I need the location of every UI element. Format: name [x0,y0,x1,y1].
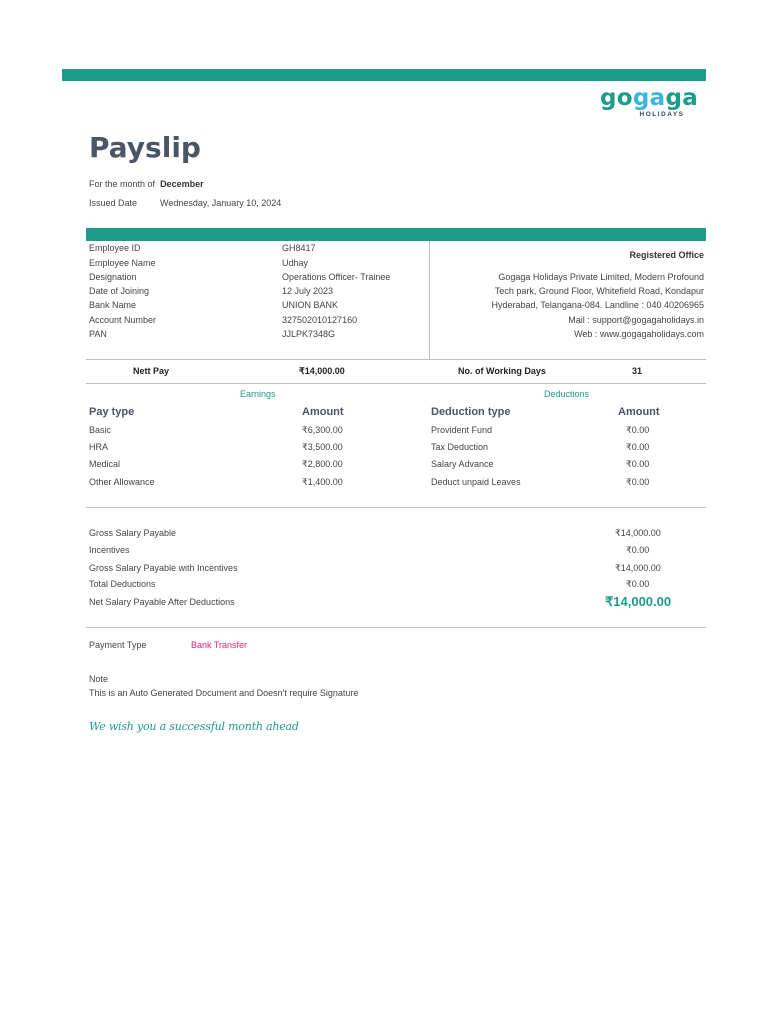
earning-type: Medical [89,459,121,469]
incentives-label: Incentives [89,545,130,555]
earning-amount: ₹6,300.00 [302,425,343,435]
account-number-value: 327502010127160 [282,315,358,325]
deductions-col-amount: Amount [618,406,660,418]
earning-type: Basic [89,425,112,435]
office-mail: Mail : support@gogagaholidays.in [568,315,704,325]
deduction-type: Deduct unpaid Leaves [431,477,521,487]
net-salary-value: ₹14,000.00 [605,594,672,609]
office-line: Hyderabad, Telangana-084. Landline : 040 40206965 [491,300,704,310]
nett-pay-value: ₹14,000.00 [299,366,345,376]
employee-name-label: Employee Name [89,258,156,268]
page-title: Payslip [89,131,201,164]
incentives-value: ₹0.00 [626,545,650,555]
earning-amount: ₹1,400.00 [302,477,343,487]
employee-name-value: Udhay [282,258,309,268]
deduction-amount: ₹0.00 [626,425,650,435]
bank-name-value: UNION BANK [282,300,339,310]
gross-salary-label: Gross Salary Payable [89,528,177,538]
earnings-section-title: Earnings [240,389,276,399]
closing-message: We wish you a successful month ahead [89,720,299,733]
deductions-section-title: Deductions [544,389,590,399]
earning-amount: ₹3,500.00 [302,442,343,452]
earning-type: HRA [89,442,109,452]
office-line: Gogaga Holidays Private Limited, Modern Profound [498,272,704,282]
working-days-label: No. of Working Days [458,366,546,376]
divider [86,507,706,508]
earning-amount: ₹2,800.00 [302,459,343,469]
deduction-type: Provident Fund [431,425,493,435]
pan-value: JJLPK7348G [282,329,336,339]
employee-id-value: GH8417 [282,243,316,253]
issued-line [89,198,137,208]
designation-label: Designation [89,272,137,282]
payment-type-label: Payment Type [89,640,147,650]
pan-label: PAN [89,329,107,339]
deductions-col-type: Deduction type [431,406,511,418]
logo-subtitle: HOLIDAYS [639,111,685,118]
total-deductions-label: Total Deductions [89,579,156,589]
note-text: This is an Auto Generated Document and Doesn't require Signature [89,688,359,698]
month-line [89,179,204,189]
deduction-type: Salary Advance [431,459,494,469]
employee-id-label: Employee ID [89,243,141,253]
deduction-amount: ₹0.00 [626,442,650,452]
gross-with-incentives-value: ₹14,000.00 [615,563,661,573]
earnings-col-type: Pay type [89,406,135,418]
month-label: For the month of [89,179,156,189]
gross-with-incentives-label: Gross Salary Payable with Incentives [89,563,238,573]
office-web: Web : www.gogagaholidays.com [574,329,704,339]
nett-pay-label: Nett Pay [133,366,170,376]
earning-type: Other Allowance [89,477,155,487]
vertical-divider [429,241,430,360]
doj-label: Date of Joining [89,286,150,296]
gross-salary-value: ₹14,000.00 [615,528,661,538]
earnings-col-amount: Amount [302,406,344,418]
deduction-amount: ₹0.00 [626,477,650,487]
header-accent-bar [62,69,706,81]
total-deductions-value: ₹0.00 [626,579,650,589]
doj-value: 12 July 2023 [282,286,334,296]
deduction-type: Tax Deduction [431,442,489,452]
divider [86,627,706,628]
net-salary-label: Net Salary Payable After Deductions [89,597,235,607]
issued-value: Wednesday, January 10, 2024 [160,198,282,208]
payment-type-value: Bank Transfer [191,640,248,650]
bank-name-label: Bank Name [89,300,137,310]
office-line: Tech park, Ground Floor, Whitefield Road, Kondapur [494,286,704,296]
summary-row [86,361,706,384]
working-days-value: 31 [632,366,643,376]
registered-office-title: Registered Office [629,250,704,260]
account-number-label: Account Number [89,315,157,325]
note-title: Note [89,674,109,684]
gogaga-logo: gogaga HOLIDAYS [600,85,699,118]
section-accent-bar [86,228,706,241]
deduction-amount: ₹0.00 [626,459,650,469]
month-value: December [160,179,204,189]
issued-label: Issued Date [89,198,138,208]
designation-value: Operations Officer- Trainee [282,272,391,282]
